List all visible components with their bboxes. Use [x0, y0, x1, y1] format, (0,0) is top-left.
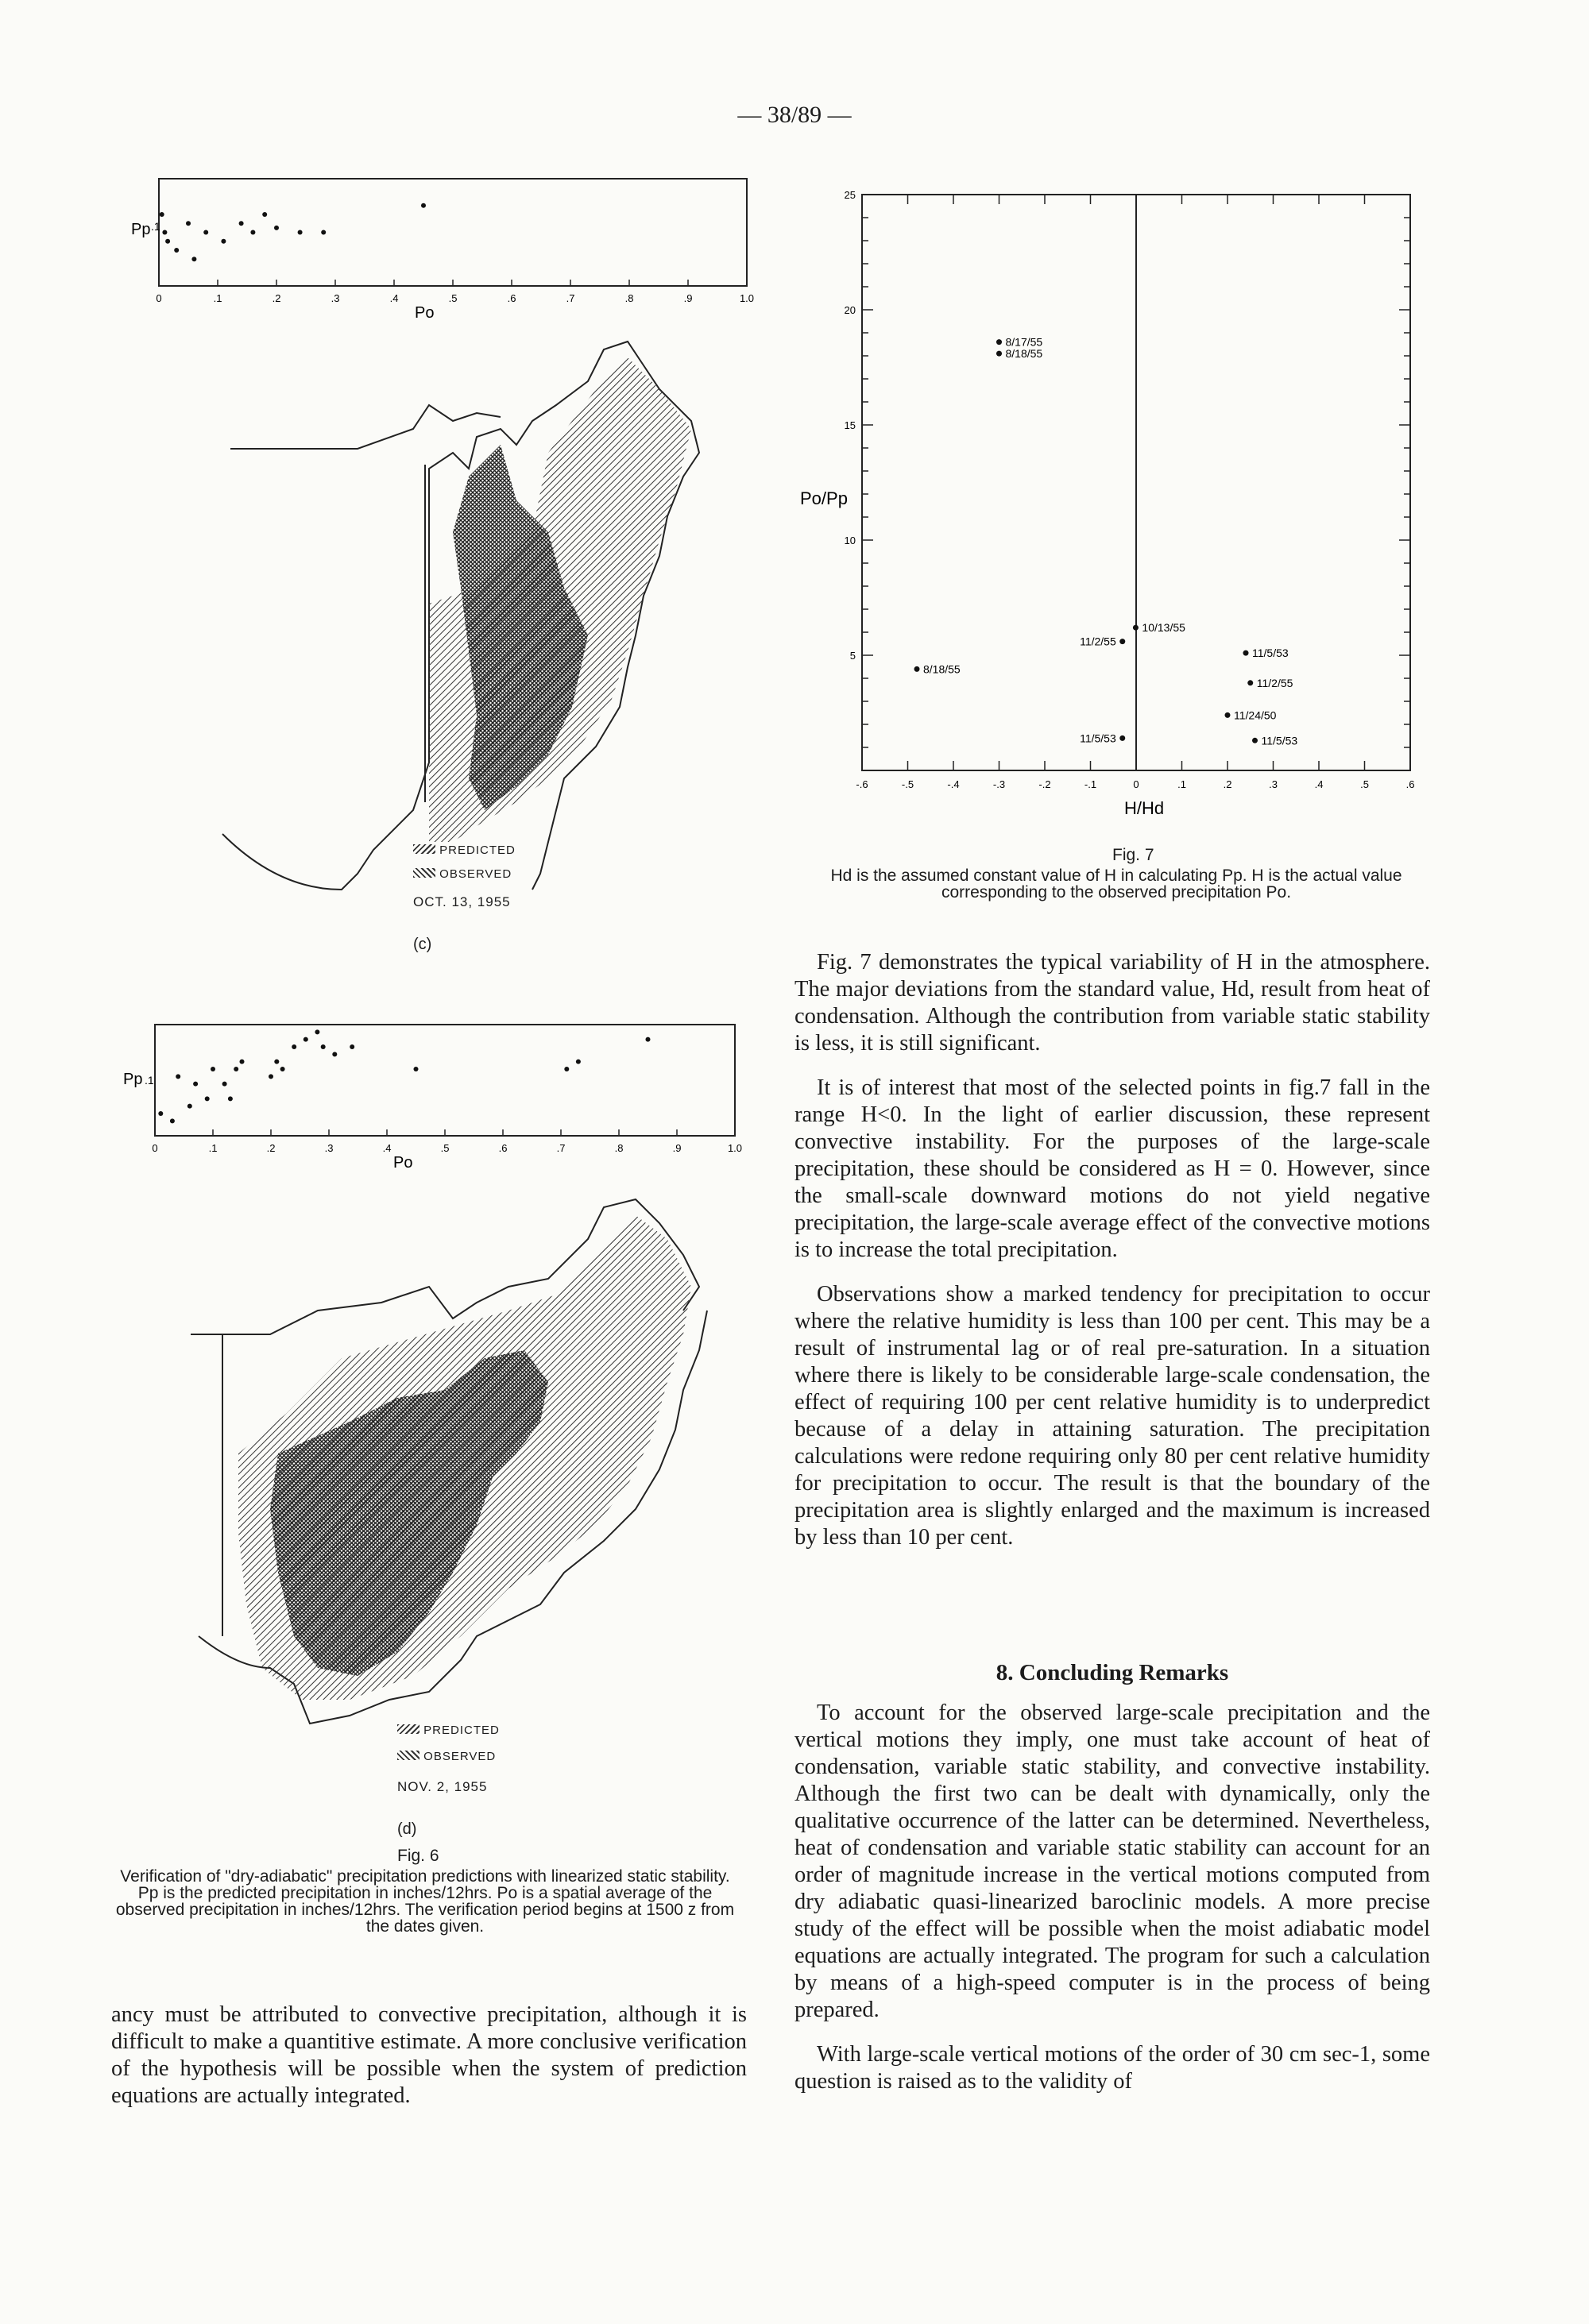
fig6c-date: OCT. 13, 1955 [413, 894, 511, 909]
x-tick-label: .6 [498, 1142, 508, 1154]
fig6d-ytick: .1 [145, 1074, 154, 1087]
fig6-title: Fig. 6 [397, 1847, 439, 1865]
point-label: 11/5/53 [1252, 647, 1289, 660]
fig6c-legend-predicted: PREDICTED [413, 844, 516, 857]
fig6c-frame [159, 179, 747, 286]
x-tick-label: -.1 [1084, 778, 1097, 790]
data-point [193, 1082, 198, 1087]
data-point [576, 1060, 581, 1064]
x-tick-label: .6 [507, 292, 516, 304]
fig6c-border [230, 405, 501, 449]
fig7-points [914, 336, 1298, 747]
fig6c-points [160, 203, 426, 262]
x-tick-label: .5 [440, 1142, 450, 1154]
section-heading: 8. Concluding Remarks [996, 1660, 1229, 1685]
x-tick-label: .1 [208, 1142, 218, 1154]
x-tick-label: .4 [382, 1142, 392, 1154]
data-point [240, 1060, 245, 1064]
x-tick-label: .4 [389, 292, 399, 304]
x-tick-label: .3 [331, 292, 340, 304]
data-point [1247, 680, 1253, 685]
data-point [996, 351, 1002, 357]
x-tick-label: .8 [614, 1142, 624, 1154]
fig7-caption: Hd is the assumed constant value of H in calculating Pp. H is the actual value corresponding to the observed precipitation Po. [830, 867, 1402, 901]
point-label: 11/2/55 [1256, 676, 1293, 689]
data-point [250, 230, 255, 235]
x-tick-label: .1 [1177, 778, 1186, 790]
y-tick-label: 15 [844, 419, 856, 431]
y-tick-label: 20 [844, 304, 856, 316]
data-point [162, 230, 167, 235]
x-tick-label: .4 [1314, 778, 1324, 790]
data-point [1225, 712, 1231, 718]
fig6c-label: (c) [413, 936, 432, 953]
x-tick-label: .9 [683, 292, 693, 304]
data-point [234, 1067, 238, 1071]
fig6d-map [191, 1191, 763, 1731]
data-point [160, 212, 164, 217]
x-tick-label: 0 [1133, 778, 1139, 790]
x-tick-label: .2 [266, 1142, 276, 1154]
data-point [280, 1067, 285, 1071]
data-point [421, 203, 426, 208]
data-point [1133, 625, 1139, 631]
fig6c-scatter [111, 167, 763, 326]
x-tick-label: -.5 [901, 778, 914, 790]
data-point [191, 257, 196, 261]
point-label: 11/24/50 [1234, 708, 1277, 722]
x-tick-label: .8 [624, 292, 634, 304]
data-point [1243, 650, 1249, 656]
fig7-ylabel: Po/Pp [800, 488, 848, 508]
x-tick-label: -.4 [947, 778, 960, 790]
x-tick-label: 1.0 [739, 292, 755, 304]
data-point [205, 1096, 210, 1101]
data-point [332, 1052, 337, 1056]
data-point [269, 1074, 273, 1079]
fig7-xlabel: H/Hd [1124, 798, 1165, 818]
concluding-paragraph-1: To account for the observed large-scale precipitation and the vertical motions they imply, one must take account of heat of condensation, variable static stability, and convective instability. Although the first two can be dealt with dynamically, only the qualitative occurrence of the latter can be determined. Nevertheless, heat of condensation and variable static stability can account for an order of magnitude increase in the vertical motions computed from dry adiabatic quasi-linearized baroclinic models. A more precise study of the effect will be possible when the moist adiabatic model equations are actually integrated. The program for such a calculation by means of a high-speed computer is in the process of being prepared. [794, 1701, 1430, 2022]
data-point [228, 1096, 233, 1101]
x-tick-label: .3 [324, 1142, 334, 1154]
data-point [646, 1037, 651, 1042]
point-label: 8/18/55 [1005, 347, 1043, 361]
fig6c-ytick: .1 [151, 220, 160, 233]
fig6d-legend-observed: OBSERVED [397, 1750, 496, 1763]
fig6d-label: (d) [397, 1820, 417, 1838]
x-tick-label: .6 [1405, 778, 1415, 790]
fig6-caption: Verification of "dry-adiabatic" precipitation predictions with linearized static stability. Pp is the predicted precipitation in inches/12hrs. Po is a spatial average of the observed precipitation in inches/12hrs. The verification period begins at 1500 z from the dates given. [115, 1867, 735, 1936]
x-tick-label: .2 [1223, 778, 1232, 790]
data-point [211, 1067, 215, 1071]
data-point [174, 248, 179, 253]
x-tick-label: -.2 [1038, 778, 1051, 790]
fig7-title: Fig. 7 [1112, 846, 1154, 864]
data-point [298, 230, 303, 235]
data-point [350, 1044, 354, 1049]
y-tick-label: 10 [844, 535, 856, 546]
paragraph-1: Fig. 7 demonstrates the typical variability of H in the atmosphere. The major deviations from the standard value, Hd, result from heat of condensation. Although the contribution from variable static stability is less, it is still significant. [794, 950, 1430, 1056]
data-point [321, 230, 326, 235]
paragraph-2: It is of interest that most of the selected points in fig.7 fall in the range H<0. In the light of earlier discussion, these represent convective instability. For the purposes of the large-scale precipitation, these should be considered as H = 0. However, since the small-scale downward motions do not yield negative precipitation, the large-scale average effect of the convective motions is to increase the total precipitation. [794, 1075, 1430, 1262]
fig6c-xlabel: Po [415, 304, 435, 322]
fig6c-ylabel: Pp [131, 221, 151, 238]
data-point [165, 239, 170, 244]
paragraph-3: Observations show a marked tendency for precipitation to occur where the relative humidity is less than 100 per cent. This may be a result of instrumental lag or of real pre-saturation. In a situation where there is likely to be considerable large-scale condensation, the effect of requiring 100 per cent relative humidity is to underpredict because of a delay in attaining saturation. The precipitation calculations were redone requiring only 80 per cent relative humidity for precipitation to occur. The result is that the boundary of the precipitation area is slightly enlarged and the maximum is increased by less than 10 per cent. [794, 1282, 1430, 1550]
concluding-paragraph-2: With large-scale vertical motions of the order of 30 cm sec-1, some question is raised as to the validity of [794, 2042, 1430, 2094]
data-point [222, 1082, 227, 1087]
fig6c-legend-observed: OBSERVED [413, 867, 512, 881]
data-point [996, 339, 1002, 345]
data-point [176, 1074, 180, 1079]
x-tick-label: 1.0 [727, 1142, 743, 1154]
x-tick-label: .7 [556, 1142, 566, 1154]
x-tick-label: -.6 [856, 778, 868, 790]
fig6d-legend-predicted: PREDICTED [397, 1724, 500, 1737]
fig7-ticks [845, 189, 1415, 790]
data-point [564, 1067, 569, 1071]
data-point [1252, 738, 1258, 743]
data-point [914, 666, 920, 672]
x-tick-label: .2 [272, 292, 281, 304]
y-tick-label: 25 [844, 189, 856, 201]
fig6c-map [215, 334, 723, 929]
data-point [221, 239, 226, 244]
data-point [274, 1060, 279, 1064]
fig6d-date: NOV. 2, 1955 [397, 1779, 488, 1794]
data-point [315, 1029, 319, 1034]
fig6d-ylabel: Pp [123, 1071, 143, 1088]
data-point [274, 226, 279, 230]
fig6d-scatter [111, 1005, 763, 1176]
x-tick-label: .7 [566, 292, 575, 304]
x-tick-label: -.3 [992, 778, 1006, 790]
data-point [186, 221, 191, 226]
x-tick-label: .3 [1269, 778, 1278, 790]
x-tick-label: .5 [1360, 778, 1369, 790]
fig6d-ticks [152, 1129, 742, 1154]
right-column-text [794, 949, 1430, 1569]
concluding-text [794, 1700, 1430, 2113]
x-tick-label: 0 [152, 1142, 158, 1154]
fig6d-xlabel: Po [393, 1154, 413, 1172]
data-point [158, 1111, 163, 1116]
fig7-chart [783, 179, 1442, 838]
point-label: 11/5/53 [1261, 734, 1298, 747]
data-point [170, 1118, 175, 1123]
data-point [203, 230, 208, 235]
page-number: — 38/89 — [737, 102, 852, 128]
fig6c-ticks [156, 280, 754, 304]
data-point [262, 212, 267, 217]
point-label: 11/5/53 [1080, 732, 1116, 745]
x-tick-label: .1 [213, 292, 222, 304]
data-point [321, 1044, 326, 1049]
data-point [292, 1044, 296, 1049]
point-label: 8/17/55 [1005, 335, 1043, 349]
fig6d-points [158, 1029, 650, 1123]
point-label: 11/2/55 [1080, 635, 1116, 648]
x-tick-label: .9 [672, 1142, 682, 1154]
data-point [188, 1104, 192, 1109]
x-tick-label: 0 [156, 292, 162, 304]
y-tick-label: 5 [849, 650, 856, 662]
data-point [1119, 735, 1125, 741]
point-label: 10/13/55 [1142, 621, 1185, 635]
data-point [303, 1037, 308, 1042]
x-tick-label: .5 [448, 292, 458, 304]
point-label: 8/18/55 [923, 662, 961, 676]
data-point [1119, 639, 1125, 644]
data-point [414, 1067, 419, 1071]
data-point [239, 221, 244, 226]
left-column-text: ancy must be attributed to convective precipitation, although it is difficult to make a quantitive estimate. A more conclusive verification of the hypothesis will be possible when the system of prediction equations are actually integrated. [111, 2002, 747, 2108]
